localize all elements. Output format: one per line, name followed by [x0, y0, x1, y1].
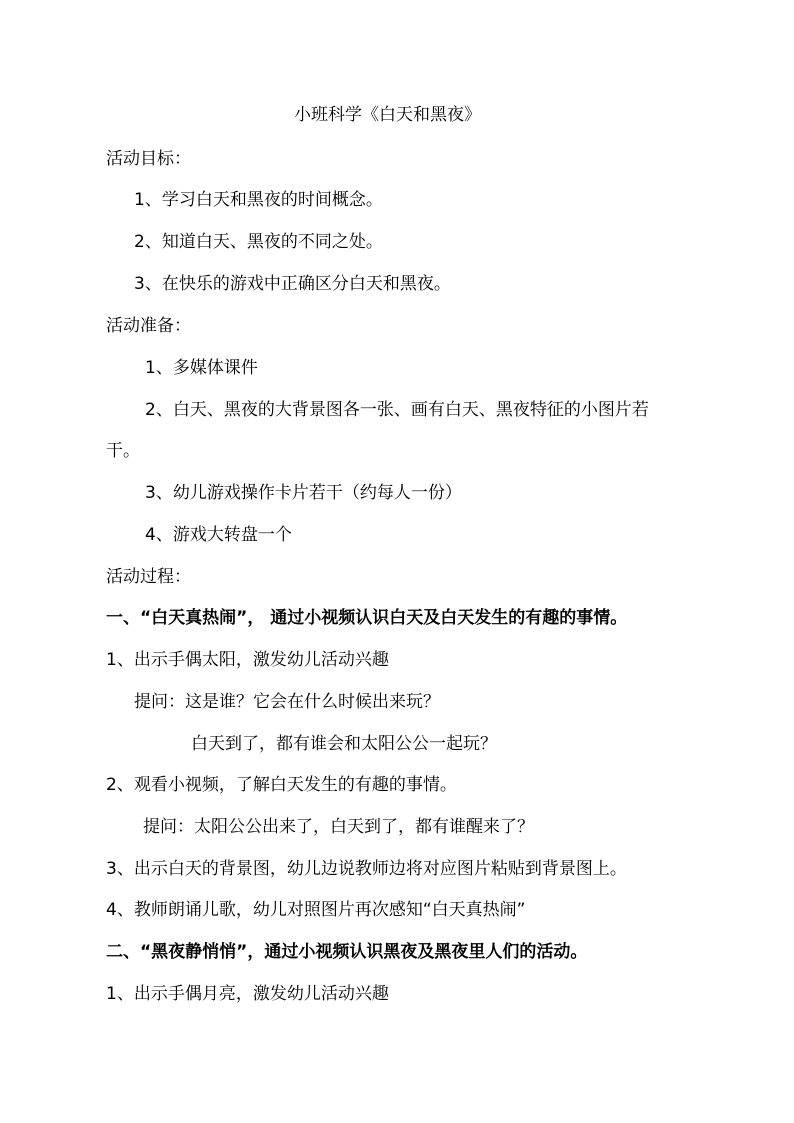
goal-item: 1、学习白天和黑夜的时间概念。 — [134, 190, 383, 210]
document-title: 小班科学《白天和黑夜》 — [294, 105, 481, 125]
section-heading-day: 一、“白天真热闹”， 通过小视频认识白天及白天发生的有趣的事情。 — [106, 608, 628, 628]
preparation-item: 2、白天、黑夜的大背景图各一张、画有白天、黑夜特征的小图片若 — [145, 400, 649, 420]
preparation-item-continuation: 干。 — [106, 441, 140, 461]
process-line: 3、出示白天的背景图，幼儿边说教师边将对应图片粘贴到背景图上。 — [106, 859, 627, 879]
preparation-item: 3、幼儿游戏操作卡片若干（约每人一份） — [145, 483, 462, 503]
preparation-item: 4、游戏大转盘一个 — [145, 525, 292, 545]
process-line: 1、出示手偶太阳，激发幼儿活动兴趣 — [106, 650, 389, 670]
goals-heading: 活动目标： — [106, 149, 191, 169]
process-question: 提问：这是谁？它会在什么时候出来玩？ — [134, 692, 440, 712]
process-heading: 活动过程： — [106, 567, 191, 587]
goal-item: 2、知道白天、黑夜的不同之处。 — [134, 232, 383, 252]
section-heading-night: 二、“黑夜静悄悄”，通过小视频认识黑夜及黑夜里人们的活动。 — [106, 942, 588, 962]
process-line: 1、出示手偶月亮，激发幼儿活动兴趣 — [106, 984, 389, 1004]
preparation-heading: 活动准备： — [106, 316, 191, 336]
process-question: 提问：太阳公公出来了，白天到了，都有谁醒来了？ — [143, 817, 534, 837]
process-question-continued: 白天到了，都有谁会和太阳公公一起玩？ — [191, 734, 497, 754]
process-line: 2、观看小视频，了解白天发生的有趣的事情。 — [106, 775, 457, 795]
preparation-item: 1、多媒体课件 — [145, 358, 258, 378]
goal-item: 3、在快乐的游戏中正确区分白天和黑夜。 — [134, 274, 451, 294]
process-line: 4、教师朗诵儿歌，幼儿对照图片再次感知“白天真热闹” — [106, 900, 526, 920]
